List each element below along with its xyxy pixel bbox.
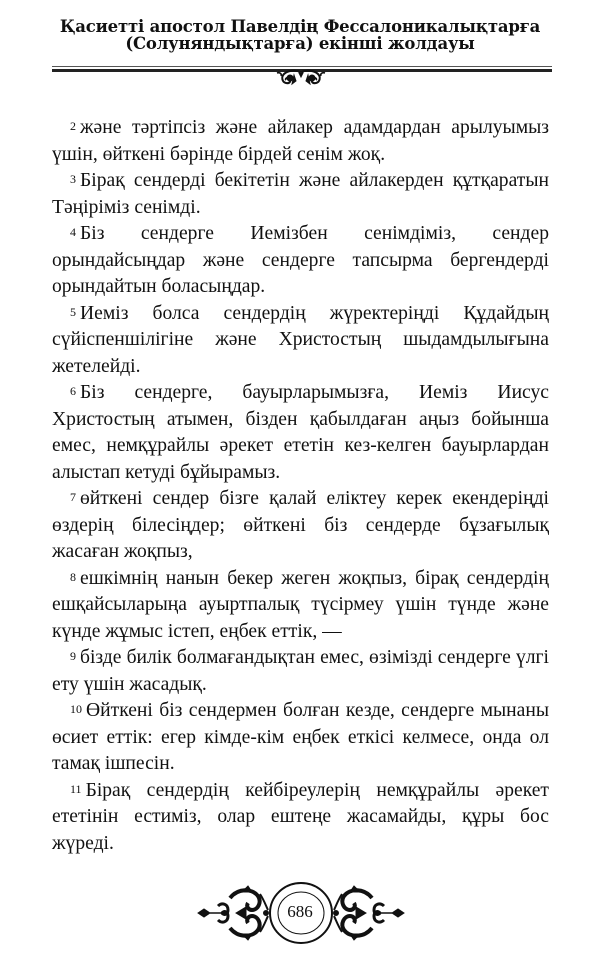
- verse-8: [52, 566, 549, 646]
- header-title-line-2: (Солуняндықтарға) екінші жолдауы: [125, 34, 475, 53]
- verse-text: Өйткені біз сендермен болған кезде, сендерге мынаны өсиет еттік: егер кімде-кім еңбек еткісі келмесе, онда ол тамақ ішпесін.: [52, 700, 549, 774]
- verse-number: 5: [70, 304, 76, 319]
- verse-number: 3: [70, 172, 76, 186]
- verse-number: 8: [70, 569, 76, 584]
- verse-number: 7: [70, 490, 76, 504]
- page-header: [0, 18, 600, 52]
- verse-text: Біз сендерге, бауырларымызға, Иеміз Иисус Христостың атымен, бізден қабылдаған аңыз бойынша емес, немқұрайлы әрекет ететін кез-келген бауырлардан алыстап кетуді бұйырамыз.: [52, 382, 549, 483]
- verse-number: 10: [70, 702, 82, 716]
- verse-text: Бірақ сендердің кейбіреулерің немқұрайлы әрекет ететінін естиміз, олар ештеңе жасамайды, құры бос жүреді.: [52, 779, 549, 854]
- verse-number: 9: [70, 649, 76, 663]
- verse-3: [52, 168, 549, 221]
- verse-6: [52, 380, 549, 486]
- verse-4: [52, 221, 549, 301]
- verse-text: бізде билік болмағандықтан емес, өзімізді сендерге үлгі ету үшін жасадық.: [52, 647, 549, 695]
- verse-text: Иеміз болса сендердің жүректеріңді Құдайдың сүйіспеншілігіне және Христостың шыдамдылығына жетелейді.: [52, 302, 549, 377]
- verse-number: 2: [70, 119, 76, 133]
- verse-2: [52, 115, 549, 168]
- verse-number: 11: [70, 781, 82, 796]
- verse-number: 6: [70, 384, 76, 398]
- header-title-line-1: Қасиетті апостол Павелдің Фессалоникалықтарға: [59, 17, 541, 36]
- scripture-body: [52, 115, 549, 857]
- floral-scroll-icon: [272, 69, 330, 87]
- page-number: 686: [287, 902, 313, 921]
- verse-7: [52, 486, 549, 566]
- verse-number: 4: [70, 225, 76, 239]
- verse-5: [52, 301, 549, 381]
- verse-text: Біз сендерге Иемізбен сенімдіміз, сендер орындайсыңдар және сендерге тапсырма бергендерді орындайтын боласыңдар.: [52, 223, 549, 297]
- verse-text: өйткені сендер бізге қалай еліктеу керек екендеріңді өздерің білесіңдер; өйткені біз сендерде бұзағылық жасаған жоқпыз,: [52, 488, 549, 562]
- header-rule-thin: [52, 66, 552, 67]
- verse-9: [52, 645, 549, 698]
- verse-text: Бірақ сендерді бекітетін және айлакерден құтқаратын Тәңіріміз сенімді.: [52, 170, 549, 218]
- verse-text: және тәртіпсіз және айлакер адамдардан арылуымыз үшін, өйткені бәрінде бірдей сенім жоқ.: [52, 117, 549, 165]
- verse-10: [52, 698, 549, 778]
- verse-11: [52, 778, 549, 858]
- verse-text: ешкімнің нанын бекер жеген жоқпыз, бірақ сендердің ешқайсыларыңа ауыртпалық түсірмеу үшін түнде және күнде жұмыс істеп, еңбек еттік, —: [52, 567, 549, 642]
